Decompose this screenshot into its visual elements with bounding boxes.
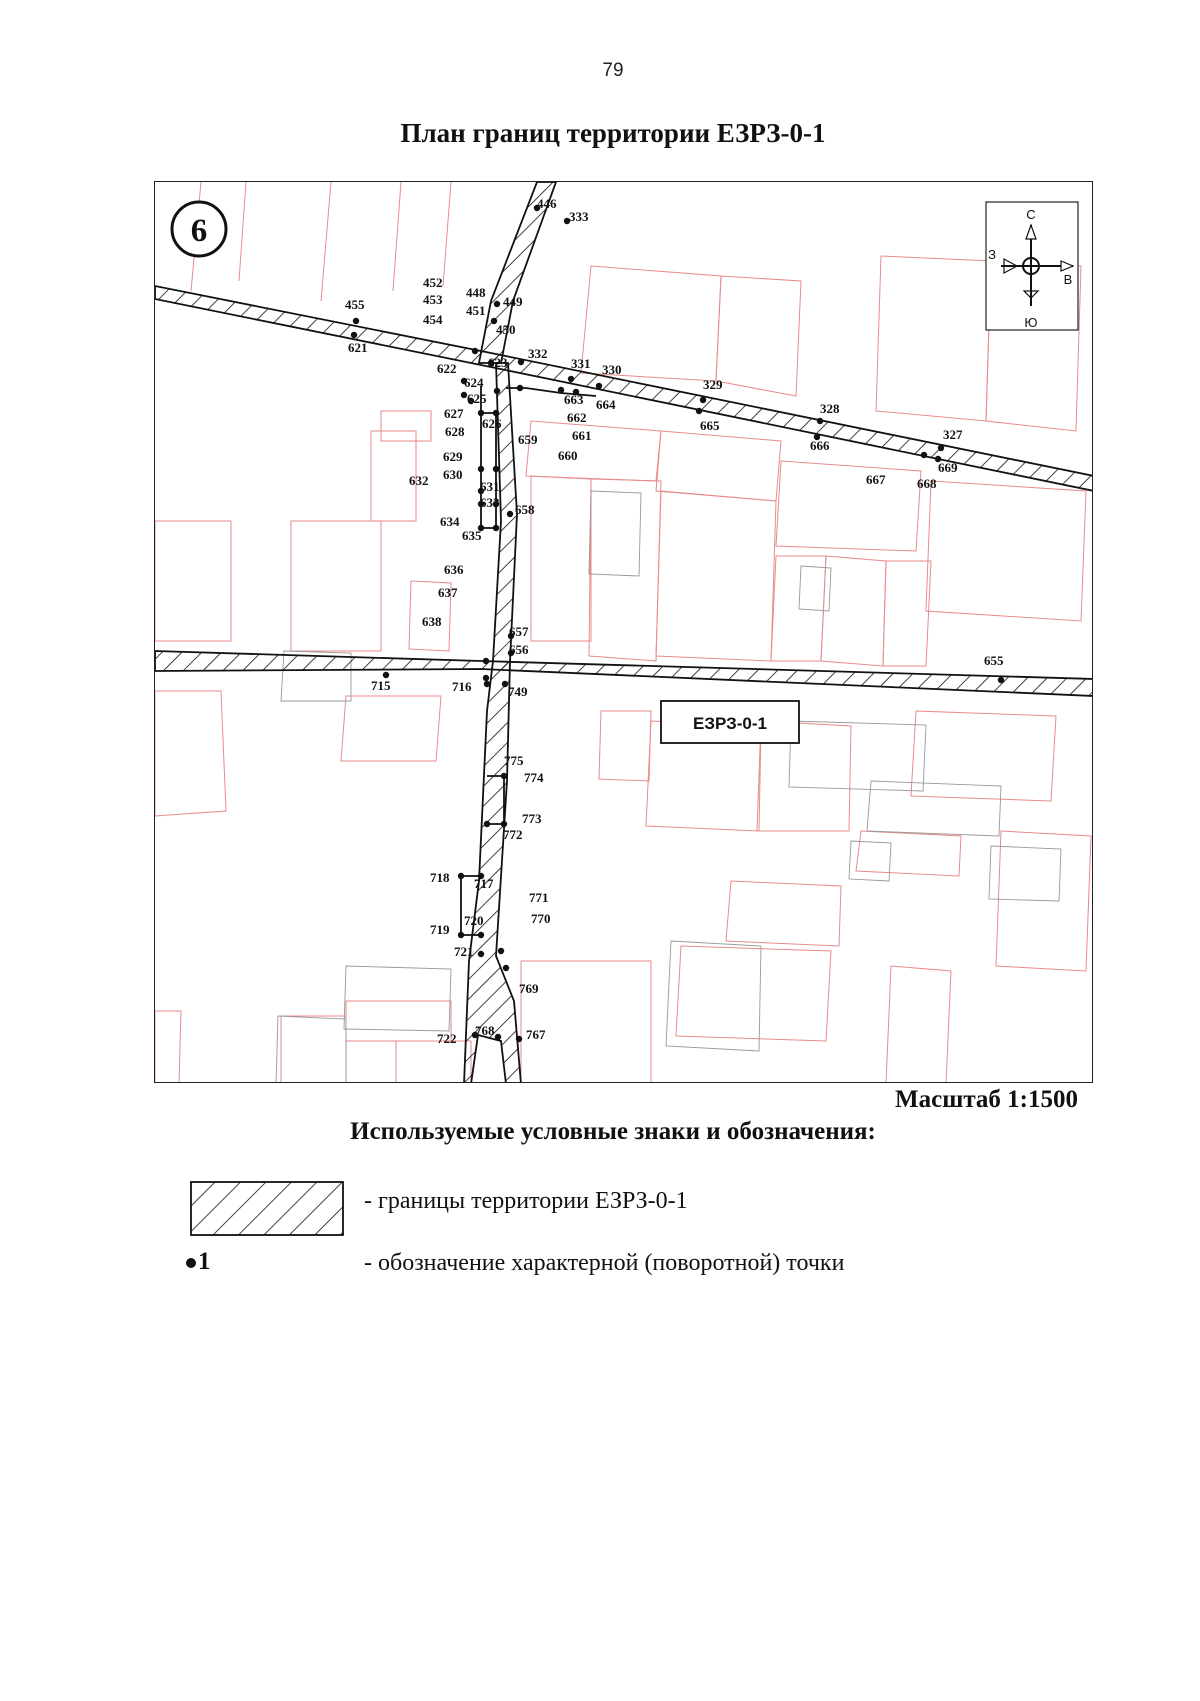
point-label-771: 771 [529,890,549,905]
point-label-330: 330 [602,362,622,377]
turning-point-dot [503,965,509,971]
point-label-773: 773 [522,811,542,826]
point-label-663: 663 [564,392,584,407]
point-label-453: 453 [423,292,443,307]
point-label-327: 327 [943,427,963,442]
point-label-719: 719 [430,922,450,937]
point-label-446: 446 [537,196,557,211]
point-label-634: 634 [440,514,460,529]
turning-point-dot [938,445,944,451]
turning-point-dot [696,408,702,414]
turning-point-dot [518,359,524,365]
point-label-628: 628 [445,424,465,439]
point-label-770: 770 [531,911,551,926]
point-label-767: 767 [526,1027,546,1042]
point-label-658: 658 [515,502,535,517]
point-label-333: 333 [569,209,589,224]
point-label-450: 450 [496,322,516,337]
turning-point-dot [501,773,507,779]
point-dot-icon [186,1258,196,1268]
point-label-661: 661 [572,428,592,443]
turning-point-dot [494,388,500,394]
point-label-449: 449 [503,294,523,309]
point-label-448: 448 [466,285,486,300]
point-label-665: 665 [700,418,720,433]
point-label-769: 769 [519,981,539,996]
point-label-657: 657 [509,624,529,639]
legend-point-number: 1 [198,1248,211,1275]
point-label-659: 659 [518,432,538,447]
turning-point-dot [817,418,823,424]
sheet-number: 6 [190,213,208,249]
point-label-455: 455 [345,297,365,312]
turning-point-dot [998,677,1004,683]
page-title: План границ территории ЕЗРЗ-0-1 [400,118,826,148]
map-canvas [155,182,1093,1083]
turning-point-dot [478,932,484,938]
point-label-624: 624 [464,375,484,390]
point-label-666: 666 [810,438,830,453]
legend-hatch-swatch [190,1181,344,1236]
point-label-768: 768 [475,1023,495,1038]
point-label-718: 718 [430,870,450,885]
turning-point-dot [493,525,499,531]
page-number: 79 [602,60,624,81]
compass-north: С [1026,207,1036,222]
turning-point-dot [498,948,504,954]
point-label-630: 630 [443,467,463,482]
point-label-332: 332 [528,346,548,361]
point-label-631: 631 [480,479,500,494]
point-label-667: 667 [866,472,886,487]
point-label-331: 331 [571,356,591,371]
turning-point-dot [568,376,574,382]
legend-point-symbol [186,1248,211,1276]
point-label-721: 721 [454,944,474,959]
turning-point-dot [507,511,513,517]
turning-point-dot [495,1034,501,1040]
legend-item-boundary: - границы территории ЕЗРЗ-0-1 [364,1188,688,1214]
turning-point-dot [493,466,499,472]
legend-item-point: - обозначение характерной (поворотной) точки [364,1250,845,1276]
boundary-map [154,181,1093,1083]
turning-point-dot [596,383,602,389]
turning-point-dot [484,681,490,687]
point-label-716: 716 [452,679,472,694]
zone-label: ЕЗРЗ-0-1 [693,714,767,733]
point-label-632: 632 [409,473,429,488]
turning-point-dot [478,466,484,472]
point-label-722: 722 [437,1031,457,1046]
point-label-633: 633 [480,495,500,510]
point-label-720: 720 [464,913,484,928]
compass-south: Ю [1024,315,1038,330]
point-label-637: 637 [438,585,458,600]
point-label-451: 451 [466,303,486,318]
point-label-655: 655 [984,653,1004,668]
turning-point-dot [351,332,357,338]
point-label-452: 452 [423,275,443,290]
point-label-329: 329 [703,377,723,392]
point-label-668: 668 [917,476,937,491]
point-label-656: 656 [509,642,529,657]
point-label-749: 749 [508,684,528,699]
zone-label-box [661,701,799,743]
point-label-454: 454 [423,312,443,327]
turning-point-dot [517,385,523,391]
turning-point-dot [458,873,464,879]
point-label-635: 635 [462,528,482,543]
point-label-775: 775 [504,753,524,768]
turning-point-dot [484,821,490,827]
turning-point-dot [458,932,464,938]
turning-point-dot [921,452,927,458]
compass-west: З [988,247,996,262]
point-label-772: 772 [503,827,523,842]
point-label-717: 717 [474,876,494,891]
turning-point-dot [353,318,359,324]
zone-boundary [155,182,1093,1083]
point-label-627: 627 [444,406,464,421]
point-label-622: 622 [437,361,457,376]
turning-points [345,196,1004,1046]
turning-point-dot [478,951,484,957]
building-outlines [276,491,1061,1083]
point-label-328: 328 [820,401,840,416]
point-label-629: 629 [443,449,463,464]
point-label-669: 669 [938,460,958,475]
point-label-774: 774 [524,770,544,785]
point-label-715: 715 [371,678,391,693]
turning-point-dot [494,301,500,307]
compass [986,202,1078,330]
sheet-number-badge [172,202,226,256]
point-label-623: 623 [488,355,508,370]
turning-point-dot [700,397,706,403]
point-label-625: 625 [467,391,487,406]
legend-title: Используемые условные знаки и обозначения: [350,1118,876,1145]
point-label-664: 664 [596,397,616,412]
turning-point-dot [483,658,489,664]
point-label-660: 660 [558,448,578,463]
point-label-662: 662 [567,410,587,425]
scale-label: Масштаб 1:1500 [895,1086,1078,1113]
compass-east: В [1063,272,1073,287]
turning-point-dot [483,675,489,681]
point-label-638: 638 [422,614,442,629]
turning-point-dot [516,1036,522,1042]
point-label-621: 621 [348,340,368,355]
turning-point-dot [472,348,478,354]
point-label-626: 626 [482,416,502,431]
point-label-636: 636 [444,562,464,577]
